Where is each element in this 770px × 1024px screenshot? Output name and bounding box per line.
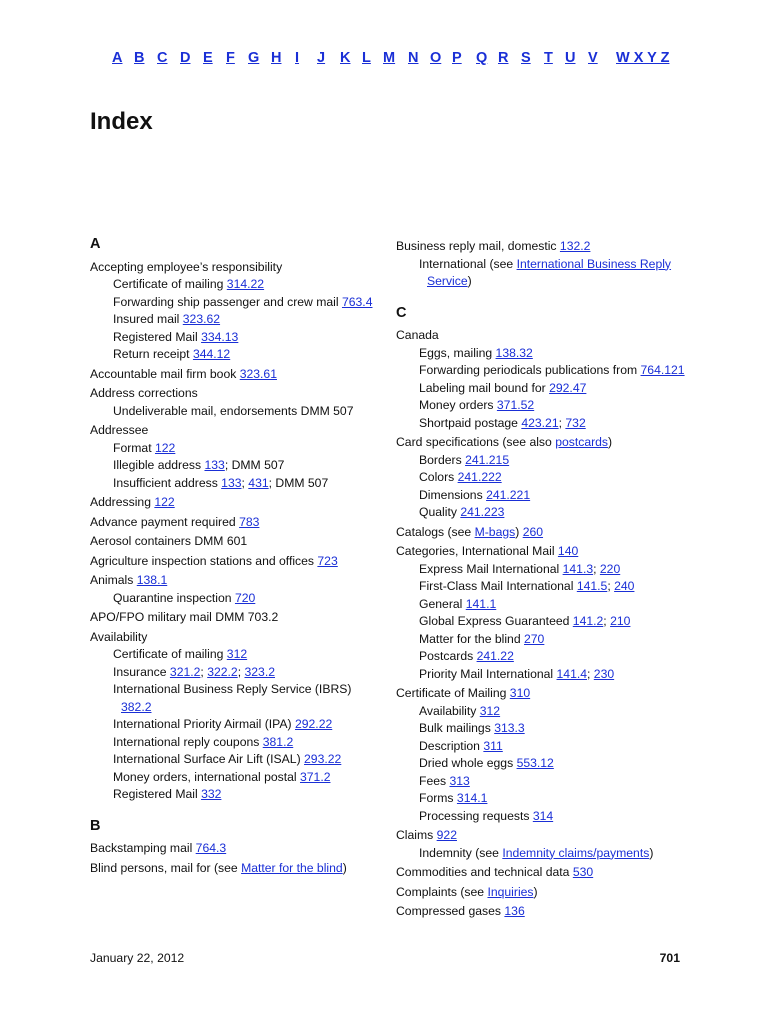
letter-link-p[interactable]: P — [452, 50, 462, 66]
index-text: International Business Reply Service (IBRS) — [113, 682, 352, 696]
index-link[interactable]: 122 — [154, 495, 175, 509]
index-link[interactable]: 270 — [524, 631, 545, 646]
letter-link-n[interactable]: N — [408, 50, 419, 66]
index-text: International Surface Air Lift (ISAL) — [113, 752, 305, 766]
index-subentry — [90, 457, 380, 475]
index-link[interactable]: 241.22 — [476, 649, 514, 663]
index-text: Addressee — [90, 423, 149, 437]
index-text: International Priority Airmail (IPA) — [113, 717, 295, 731]
index-text: Shortpaid postage — [419, 415, 522, 430]
index-link[interactable]: 260 — [522, 524, 544, 539]
index-link[interactable]: 323.61 — [239, 366, 277, 381]
index-subentry — [396, 631, 696, 649]
index-link[interactable]: 314 — [532, 808, 554, 823]
index-text: ) — [342, 860, 347, 875]
index-subentry — [396, 578, 696, 596]
index-link[interactable]: 132.2 — [559, 239, 591, 253]
index-text: Commodities and technical data — [396, 865, 573, 879]
index-text: Complaints (see — [396, 884, 488, 899]
index-text: Insurance — [113, 664, 170, 679]
index-entry — [396, 903, 696, 921]
index-subentry — [396, 469, 696, 487]
index-subentry — [396, 808, 696, 826]
index-text: Blind persons, mail for (see — [90, 860, 242, 875]
index-link[interactable]: 371.52 — [496, 398, 535, 412]
index-subentry — [90, 440, 380, 458]
index-subentry — [396, 845, 696, 863]
index-text: ; — [593, 561, 600, 576]
index-text: Insufficient address — [113, 475, 222, 490]
index-link[interactable]: 423.21 — [521, 415, 559, 430]
index-text: Compressed gases — [396, 904, 505, 918]
index-subentry — [396, 596, 696, 614]
index-text: ; — [558, 415, 566, 430]
footer-date: January 22, 2012 — [90, 951, 185, 965]
index-subentry — [396, 790, 696, 808]
index-text: Express Mail International — [419, 561, 563, 576]
index-subentry — [90, 311, 380, 329]
index-link[interactable]: 133 — [221, 475, 242, 490]
index-link[interactable]: 764.3 — [195, 841, 227, 855]
index-subentry — [396, 345, 696, 363]
index-entry — [90, 385, 380, 403]
index-text: Addressing — [90, 495, 155, 509]
index-link[interactable]: Inquiries — [487, 884, 534, 899]
index-text: Matter for the blind — [419, 631, 524, 646]
letter-link-o[interactable]: O — [430, 50, 442, 66]
index-subentry — [90, 346, 380, 364]
section-heading-a: A — [90, 236, 101, 252]
index-link[interactable]: 241.223 — [460, 505, 505, 519]
letter-link-g[interactable]: G — [248, 50, 260, 66]
letter-link-l[interactable]: L — [362, 50, 371, 66]
index-entry — [396, 543, 696, 561]
index-subentry — [396, 487, 696, 505]
index-text: Quarantine inspection — [113, 590, 235, 605]
index-text: Bulk mailings — [419, 721, 495, 735]
letter-link-i[interactable]: I — [295, 50, 300, 66]
index-text: Catalogs (see — [396, 524, 475, 539]
index-link[interactable]: 371.2 — [299, 769, 331, 784]
index-entry — [396, 685, 696, 703]
index-subentry — [396, 613, 696, 631]
section-heading-b: B — [90, 817, 101, 834]
index-link[interactable]: 292.47 — [549, 380, 587, 395]
index-link[interactable]: 922 — [436, 828, 457, 842]
index-link[interactable]: 723 — [317, 553, 338, 568]
index-subentry — [90, 716, 380, 734]
index-text: Advance payment required — [90, 514, 240, 529]
index-text: Availability — [90, 629, 148, 644]
index-text: ) — [649, 845, 654, 860]
index-text: Agriculture inspection stations and offices — [90, 553, 318, 568]
index-link[interactable]: 530 — [572, 865, 594, 879]
index-link[interactable]: 292.22 — [294, 717, 333, 731]
letter-link-f[interactable]: F — [226, 50, 235, 66]
letter-link-q[interactable]: Q — [476, 50, 488, 66]
index-entry — [396, 827, 696, 845]
index-link[interactable]: 553.12 — [516, 756, 554, 770]
index-entry — [396, 864, 696, 882]
letter-link-v[interactable]: V — [588, 50, 598, 66]
index-link[interactable]: 322.2 — [207, 664, 238, 679]
letter-link-e[interactable]: E — [203, 50, 213, 66]
index-link[interactable]: postcards — [555, 435, 609, 449]
index-entry — [396, 327, 696, 345]
index-entry — [90, 840, 380, 858]
index-text: ; DMM 507 — [224, 458, 285, 472]
index-subentry — [90, 786, 380, 804]
index-text: Claims — [396, 828, 437, 842]
index-subentry — [396, 362, 696, 380]
index-link[interactable]: 141.1 — [465, 596, 497, 611]
index-text: Canada — [396, 328, 439, 342]
index-link[interactable]: 240 — [614, 579, 635, 593]
index-subentry — [90, 681, 380, 716]
letter-link-a[interactable]: A — [112, 50, 123, 66]
index-link[interactable]: 314.22 — [226, 277, 265, 291]
letter-link-s[interactable]: S — [521, 50, 531, 66]
index-subentry — [396, 720, 696, 738]
page-title: Index — [90, 108, 153, 135]
index-link[interactable]: 381.2 — [262, 734, 294, 749]
index-text: Forwarding ship passenger and crew mail — [113, 294, 342, 309]
index-entry — [90, 572, 380, 590]
index-link[interactable]: 720 — [234, 590, 256, 605]
section-heading-c: C — [396, 304, 407, 321]
index-link[interactable]: 141.2 — [572, 614, 604, 628]
index-subentry — [396, 256, 696, 291]
index-text: Address corrections — [90, 386, 198, 400]
index-text: Eggs, mailing — [419, 345, 496, 360]
index-link[interactable]: 136 — [504, 904, 525, 918]
index-link[interactable]: 732 — [565, 415, 586, 430]
index-text: Money orders, international postal — [113, 769, 300, 784]
index-text: Priority Mail International — [419, 666, 557, 681]
index-entry — [396, 524, 696, 542]
index-text: Availability — [419, 703, 480, 718]
index-text: ) — [467, 274, 472, 288]
index-entry — [90, 609, 380, 627]
index-text: Return receipt — [113, 347, 193, 361]
letter-link-d[interactable]: D — [180, 50, 191, 66]
letter-link-j[interactable]: J — [317, 50, 326, 66]
index-entry — [396, 434, 696, 452]
index-link[interactable]: 140 — [557, 544, 579, 558]
letter-link-m[interactable]: M — [383, 50, 396, 66]
index-text: First-Class Mail International — [419, 579, 577, 593]
index-column-right — [396, 236, 696, 921]
index-text: Forwarding periodicals publications from — [419, 363, 641, 377]
index-entry — [90, 422, 380, 440]
index-subentry — [90, 646, 380, 664]
index-link[interactable]: 133 — [204, 458, 225, 472]
index-subentry — [90, 475, 380, 493]
index-link[interactable]: 344.12 — [192, 347, 231, 361]
letter-link-h[interactable]: H — [271, 50, 282, 66]
index-text: Illegible address — [113, 458, 205, 472]
index-text: Accountable mail firm book — [90, 366, 240, 381]
index-subentry — [396, 397, 696, 415]
index-link[interactable]: 241.215 — [465, 452, 510, 467]
index-subentry — [396, 773, 696, 791]
index-link[interactable]: 311 — [483, 738, 503, 753]
letter-link-k[interactable]: K — [340, 50, 351, 66]
index-text: Description — [419, 738, 484, 753]
index-link[interactable]: 230 — [593, 666, 615, 681]
index-link[interactable]: 141.4 — [556, 666, 588, 681]
index-text: Dried whole eggs — [419, 756, 517, 770]
index-subentry — [90, 276, 380, 294]
index-subentry — [396, 561, 696, 579]
index-subentry — [90, 590, 380, 608]
index-text: Aerosol containers DMM 601 — [90, 534, 248, 548]
index-text: Certificate of Mailing — [396, 686, 510, 700]
index-text: Certificate of mailing — [113, 647, 227, 661]
index-link[interactable]: 241.222 — [457, 470, 502, 484]
letter-link-b[interactable]: B — [134, 50, 145, 66]
index-text: ; — [607, 579, 615, 593]
index-subentry — [396, 504, 696, 522]
index-link[interactable]: 323.2 — [244, 664, 275, 679]
index-text: Registered Mail — [113, 329, 202, 344]
index-text: ; — [241, 475, 249, 490]
index-text: International reply coupons — [113, 734, 263, 749]
index-text: Labeling mail bound for — [419, 380, 550, 395]
index-link[interactable]: 334.13 — [201, 329, 239, 344]
index-entry — [90, 366, 380, 384]
index-subentry — [90, 769, 380, 787]
index-link[interactable]: 332 — [201, 787, 222, 801]
index-subentry — [396, 738, 696, 756]
index-text: Fees — [419, 773, 450, 788]
index-link[interactable]: 141.5 — [576, 579, 608, 593]
index-subentry — [396, 703, 696, 721]
index-link[interactable]: 314.1 — [456, 791, 488, 805]
index-text: ) — [515, 524, 523, 539]
index-link[interactable]: 138.32 — [495, 345, 533, 360]
index-entry — [90, 494, 380, 512]
index-entry — [90, 629, 380, 647]
index-entry — [396, 884, 696, 902]
index-subentry — [396, 380, 696, 398]
page-number: 701 — [659, 951, 680, 965]
index-link[interactable]: 313.3 — [494, 721, 525, 735]
index-text: Forms — [419, 791, 457, 805]
index-subentry — [396, 648, 696, 666]
index-text: Colors — [419, 470, 458, 484]
index-subentry — [90, 294, 380, 312]
index-text: International (see — [419, 256, 517, 271]
index-text: Categories, International Mail — [396, 544, 558, 558]
letter-link-t[interactable]: T — [544, 50, 553, 66]
index-subentry — [396, 755, 696, 773]
index-link[interactable]: 138.1 — [136, 573, 168, 587]
index-entry — [90, 553, 380, 571]
index-link[interactable]: 293.22 — [304, 752, 342, 766]
index-link[interactable]: 431 — [248, 475, 269, 490]
index-subentry — [396, 415, 696, 433]
index-text: Business reply mail, domestic — [396, 239, 560, 253]
index-text: Dimensions — [419, 487, 487, 502]
index-subentry — [90, 329, 380, 347]
index-text: Insured mail — [113, 312, 183, 326]
index-subentry — [396, 452, 696, 470]
index-subentry — [90, 734, 380, 752]
index-text: Quality — [419, 505, 461, 519]
index-text: ; — [587, 666, 594, 681]
index-text: Postcards — [419, 649, 477, 663]
index-link[interactable]: 783 — [239, 514, 260, 529]
index-entry — [90, 259, 380, 277]
index-entry — [90, 514, 380, 532]
index-text: ) — [533, 884, 538, 899]
index-link[interactable]: 382.2 — [121, 699, 152, 714]
index-text: Indemnity (see — [419, 845, 503, 860]
index-text: Animals — [90, 573, 137, 587]
index-text: ; DMM 507 — [268, 475, 329, 490]
index-column-left — [90, 236, 380, 877]
index-text: ; — [603, 614, 611, 628]
index-link[interactable]: 310 — [509, 686, 531, 700]
letter-link-u[interactable]: U — [565, 50, 576, 66]
index-text: General — [419, 596, 466, 611]
index-link[interactable]: International Business Reply Service — [427, 256, 672, 288]
index-text: Global Express Guaranteed — [419, 614, 573, 628]
index-text: Backstamping mail — [90, 841, 196, 855]
index-link[interactable]: 323.62 — [182, 312, 221, 326]
index-link[interactable]: 321.2 — [169, 664, 201, 679]
letter-link-c[interactable]: C — [157, 50, 168, 66]
index-text: Borders — [419, 452, 466, 467]
index-subentry — [90, 403, 380, 421]
index-entry — [396, 238, 696, 256]
index-subentry — [90, 664, 380, 682]
index-text: APO/FPO military mail DMM 703.2 — [90, 610, 279, 624]
index-text: Undeliverable mail, endorsements DMM 507 — [113, 403, 354, 418]
index-text: Certificate of mailing — [113, 277, 227, 291]
letter-link-r[interactable]: R — [498, 50, 509, 66]
index-link[interactable]: 122 — [154, 440, 176, 455]
index-text: ; — [200, 664, 208, 679]
index-subentry — [90, 751, 380, 769]
index-text: Format — [113, 440, 155, 455]
index-link[interactable]: Indemnity claims/payments — [502, 845, 650, 860]
index-entry — [90, 860, 380, 878]
index-link[interactable]: 210 — [610, 614, 631, 628]
index-link[interactable]: 220 — [599, 561, 621, 576]
index-link[interactable]: Matter for the blind — [241, 860, 343, 875]
index-text: Money orders — [419, 398, 497, 412]
index-link[interactable]: 764.121 — [640, 363, 685, 377]
index-subentry — [396, 666, 696, 684]
index-text: ) — [608, 435, 613, 449]
index-link[interactable]: 312 — [479, 703, 501, 718]
index-link[interactable]: 141.3 — [562, 561, 594, 576]
letter-link-wxyz[interactable]: W X Y Z — [616, 50, 670, 66]
index-link[interactable]: 763.4 — [341, 294, 373, 309]
index-link[interactable]: 312 — [226, 647, 248, 661]
index-link[interactable]: 241.221 — [486, 487, 531, 502]
index-text: Processing requests — [419, 808, 533, 823]
index-text: Accepting employee’s responsibility — [90, 259, 283, 274]
index-link[interactable]: 313 — [449, 773, 470, 788]
index-text: ; — [237, 664, 245, 679]
index-text: Registered Mail — [113, 787, 202, 801]
index-link[interactable]: M-bags — [474, 524, 516, 539]
index-entry — [90, 533, 380, 551]
index-text: Card specifications (see also — [396, 435, 556, 449]
